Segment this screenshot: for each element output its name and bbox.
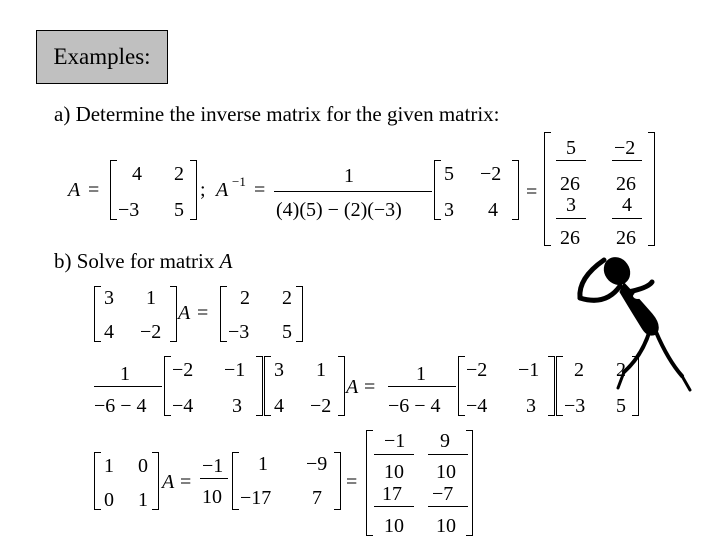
matrix-cell: 4 [488,199,498,221]
semicolon: ; [200,179,206,201]
matrix-cell: −2 [480,163,502,185]
matrix-cell: 1 [104,455,114,477]
fraction-denominator: −6 − 4 [94,395,147,417]
part-b-heading-var: A [219,249,233,273]
matrix-cell: 7 [312,487,322,509]
bracket-left [110,160,117,220]
matrix-cell: 2 [574,359,584,381]
fraction-bar [374,506,414,507]
equals-sign: = [526,181,538,203]
matrix-cell: 3 [104,287,114,309]
bracket-right [334,452,341,510]
bracket-right [648,132,655,246]
matrix-cell: 4 [274,395,284,417]
bracket-right [256,356,263,416]
matrix-cell: −17 [240,487,272,509]
matrix-cell: −9 [306,453,328,475]
fraction-numerator: 1 [120,363,130,385]
fraction-denominator: −6 − 4 [388,395,441,417]
bracket-left [94,286,101,342]
matrix-cell: 3 [444,199,454,221]
fraction-bar [428,454,468,455]
fraction-bar [388,386,456,387]
equals-sign: = [254,179,266,201]
matrix-cell: 5 [444,163,454,185]
matrix-cell: −2 [140,321,162,343]
bracket-right [466,430,473,536]
bracket-right [338,356,345,416]
matrix-cell: 1 [316,359,326,381]
matrix-cell: 3 [526,395,536,417]
matrix-cell: −1 [224,359,246,381]
matrix-cell: 26 [616,173,636,195]
equals-sign: = [364,376,376,398]
matrix-cell: 1 [146,287,156,309]
matrix-cell: 2 [174,163,184,185]
matrix-cell: −7 [432,483,454,505]
matrix-cell: 4 [104,321,114,343]
slide-title: Examples: [53,44,151,69]
bracket-left [220,286,227,342]
matrix-cell: 26 [560,227,580,249]
fraction-numerator: −1 [202,455,224,477]
matrix-a-label: A [346,376,359,398]
matrix-cell: 2 [282,287,292,309]
bracket-left [458,356,465,416]
matrix-cell: 10 [384,461,404,483]
matrix-cell: 5 [282,321,292,343]
matrix-cell: −2 [310,395,332,417]
matrix-cell: 3 [232,395,242,417]
fraction-bar [274,191,432,192]
matrix-cell: 4 [132,163,142,185]
fraction-bar [94,386,162,387]
matrix-cell: 10 [384,515,404,537]
bracket-left [434,160,441,220]
bracket-right [170,286,177,342]
fraction-bar [374,454,414,455]
matrix-cell: −1 [384,430,406,452]
matrix-cell: 4 [622,194,632,216]
fraction-bar [612,160,642,161]
matrix-cell: −4 [172,395,194,417]
matrix-cell: −3 [228,321,250,343]
matrix-cell: 1 [258,453,268,475]
part-b-heading-text: b) Solve for matrix [54,249,215,273]
thinking-figure-clipart [572,248,700,396]
matrix-cell: 3 [566,194,576,216]
fraction-bar [200,478,228,479]
matrix-cell: 3 [274,359,284,381]
matrix-a-label: A [162,471,175,493]
matrix-cell: 26 [560,173,580,195]
part-b-heading [54,251,232,272]
equals-sign: = [197,302,209,324]
matrix-cell: 5 [566,137,576,159]
matrix-cell: −3 [564,395,586,417]
matrix-cell: 2 [240,287,250,309]
fraction-bar [556,160,586,161]
matrix-cell: −1 [518,359,540,381]
bracket-right [190,160,197,220]
bracket-left [232,452,239,510]
equals-sign: = [88,179,100,201]
bracket-right [152,452,159,510]
bracket-right [512,160,519,220]
bracket-left [366,430,373,536]
matrix-a-label: A [68,179,81,201]
fraction-bar [556,218,586,219]
fraction-denominator: 10 [202,486,222,508]
fraction-numerator: 1 [416,363,426,385]
matrix-cell: 2 [616,359,626,381]
matrix-cell: −2 [172,359,194,381]
bracket-left [264,356,271,416]
matrix-cell: −4 [466,395,488,417]
matrix-inverse-label: A [216,179,229,201]
equals-sign: = [346,471,358,493]
matrix-cell: 0 [138,455,148,477]
bracket-left [556,356,563,416]
fraction-bar [428,506,468,507]
matrix-cell: 10 [436,515,456,537]
matrix-cell: 5 [174,199,184,221]
matrix-cell: −2 [466,359,488,381]
inverse-superscript: −1 [232,174,246,189]
bracket-left [164,356,171,416]
equals-sign: = [180,471,192,493]
matrix-cell: −3 [118,199,140,221]
bracket-left [94,452,101,510]
matrix-cell: 26 [616,227,636,249]
fraction-numerator: 1 [344,165,354,187]
title-box [36,30,168,84]
matrix-cell: 17 [382,483,402,505]
matrix-cell: 1 [138,489,148,511]
matrix-cell: 9 [440,430,450,452]
bracket-right [296,286,303,342]
bracket-left [544,132,551,246]
matrix-cell: 5 [616,395,626,417]
matrix-cell: −2 [614,137,636,159]
matrix-a-label: A [178,302,191,324]
bracket-right [548,356,555,416]
fraction-denominator: (4)(5) − (2)(−3) [276,199,402,221]
matrix-cell: 0 [104,489,114,511]
matrix-cell: 10 [436,461,456,483]
part-a-heading: a) Determine the inverse matrix for the given matrix: [54,102,500,126]
fraction-bar [612,218,642,219]
